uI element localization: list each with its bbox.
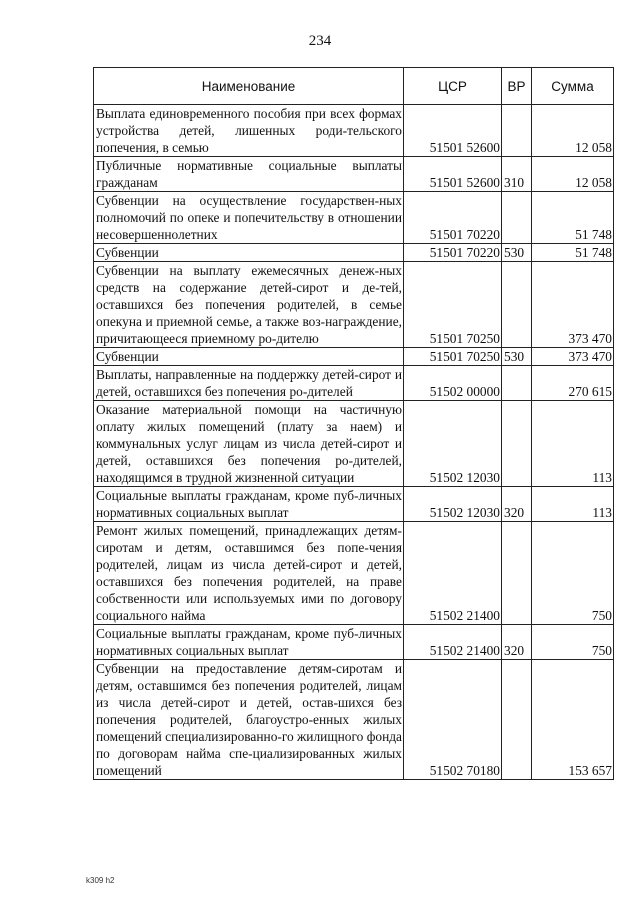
row-csr: 51501 52600 [404, 157, 502, 192]
row-vr [502, 366, 532, 401]
row-csr: 51502 12030 [404, 487, 502, 522]
header-vr: ВР [502, 68, 532, 105]
table-row [94, 105, 614, 157]
row-name: Субвенции [94, 244, 404, 262]
row-vr [502, 522, 532, 625]
row-name: Субвенции [94, 348, 404, 366]
row-sum: 51 748 [532, 192, 614, 244]
row-vr [502, 660, 532, 780]
page-number: 234 [308, 33, 332, 49]
row-sum: 153 657 [532, 660, 614, 780]
row-vr [502, 192, 532, 244]
row-sum: 373 470 [532, 262, 614, 348]
row-name: Выплата единовременного пособия при всех формах устройства детей, лишенных роди-тельского попечения, в семью [94, 105, 404, 157]
row-sum: 12 058 [532, 157, 614, 192]
table-row [94, 244, 614, 262]
row-sum: 270 615 [532, 366, 614, 401]
row-sum: 51 748 [532, 244, 614, 262]
row-vr [502, 105, 532, 157]
row-csr: 51502 21400 [404, 625, 502, 660]
table-row [94, 366, 614, 401]
row-csr: 51501 70250 [404, 262, 502, 348]
row-csr: 51502 21400 [404, 522, 502, 625]
row-csr: 51501 52600 [404, 105, 502, 157]
header-sum: Сумма [532, 68, 614, 105]
row-csr: 51502 00000 [404, 366, 502, 401]
row-csr: 51502 70180 [404, 660, 502, 780]
row-name: Социальные выплаты гражданам, кроме пуб-личных нормативных социальных выплат [94, 487, 404, 522]
table-row [94, 660, 614, 780]
row-vr [502, 262, 532, 348]
footer-code: k309 h2 [86, 876, 115, 885]
budget-table [93, 67, 614, 780]
table-row [94, 262, 614, 348]
table-row [94, 487, 614, 522]
row-sum: 750 [532, 522, 614, 625]
table-row [94, 401, 614, 487]
table-row [94, 625, 614, 660]
row-sum: 113 [532, 401, 614, 487]
row-sum: 750 [532, 625, 614, 660]
row-name: Субвенции на предоставление детям-сиротам и детям, оставшимся без попечения родителей, лицам из числа детей-сирот и детей, остав-шихся без попечения родителей, благоустро-енных жилых помещений специализированно-го жилищного фонда по договорам найма спе-циализированных жилых помещений [94, 660, 404, 780]
row-csr: 51501 70220 [404, 244, 502, 262]
row-name: Ремонт жилых помещений, принадлежащих детям-сиротам и детям, оставшимся без попе-чения родителей, лицам из числа детей-сирот и детей, оставшихся без попечения родителей, на праве собственности или используемых ими по договору социального найма [94, 522, 404, 625]
row-vr: 530 [502, 348, 532, 366]
row-vr: 320 [502, 625, 532, 660]
row-csr: 51501 70220 [404, 192, 502, 244]
row-name: Публичные нормативные социальные выплаты гражданам [94, 157, 404, 192]
row-sum: 113 [532, 487, 614, 522]
table-row [94, 522, 614, 625]
row-vr [502, 401, 532, 487]
table-row [94, 192, 614, 244]
table-header-row [94, 68, 614, 105]
row-vr: 530 [502, 244, 532, 262]
row-name: Субвенции на осуществление государствен-ных полномочий по опеке и попечительству в отношении несовершеннолетних [94, 192, 404, 244]
row-name: Выплаты, направленные на поддержку детей-сирот и детей, оставшихся без попечения ро-дителей [94, 366, 404, 401]
row-name: Субвенции на выплату ежемесячных денеж-ных средств на содержание детей-сирот и де-тей, оставшихся без попечения родителей, в семье опекуна и приемной семье, а также воз-награждение, причитающееся приемному ро-дителю [94, 262, 404, 348]
row-csr: 51501 70250 [404, 348, 502, 366]
header-csr: ЦСР [404, 68, 502, 105]
table-row [94, 157, 614, 192]
row-vr: 310 [502, 157, 532, 192]
row-vr: 320 [502, 487, 532, 522]
header-name: Наименование [94, 68, 404, 105]
row-name: Оказание материальной помощи на частичную оплату жилых помещений (плату за наем) и коммунальных услуг лицам из числа детей-сирот и детей, оставшихся без попечения ро-дителей, находящимся в трудной жизненной ситуации [94, 401, 404, 487]
row-csr: 51502 12030 [404, 401, 502, 487]
table-row [94, 348, 614, 366]
row-name: Социальные выплаты гражданам, кроме пуб-личных нормативных социальных выплат [94, 625, 404, 660]
row-sum: 12 058 [532, 105, 614, 157]
row-sum: 373 470 [532, 348, 614, 366]
